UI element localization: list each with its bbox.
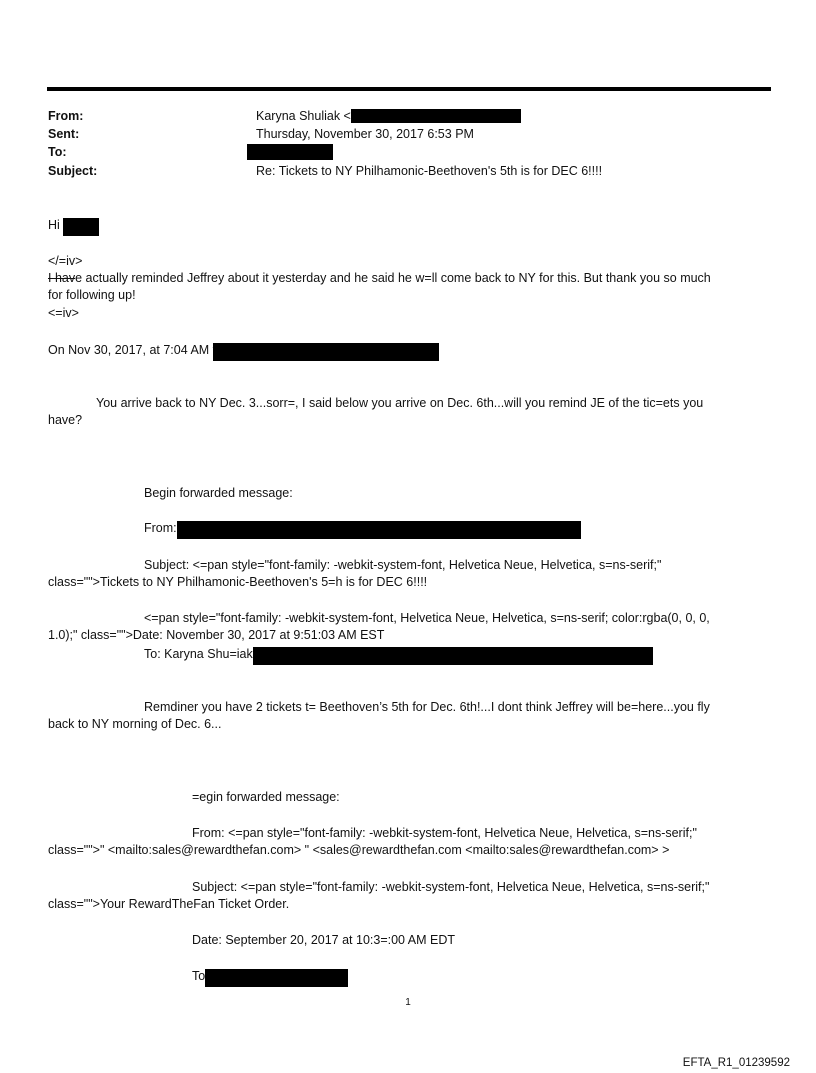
fwd1-to (144, 647, 253, 662)
to-label: To: (48, 145, 67, 159)
msg2-line2: back to NY morning of Dec. 6... (48, 717, 222, 731)
from-value (256, 109, 365, 124)
fwd2-from-l1: From: <=pan style="font-family: -webkit-system-font, Helvetica Neue, Helvetica, s=ns-serif;" (192, 826, 697, 840)
fwd1-to-label: To: Karyna Shu=iak (144, 647, 253, 661)
quote-date: On Nov 30, 2017, at 7:04 AM (48, 343, 210, 357)
subject-value: Re: Tickets to NY Philhamonic-Beethoven's 5th is for DEC 6!!!! (256, 164, 603, 178)
redaction-quote-sender (213, 343, 439, 361)
fwd2-date: Date: September 20, 2017 at 10:3=:00 AM EDT (192, 933, 456, 947)
fwd2-to-label: To (192, 969, 206, 983)
quote-intro (48, 343, 247, 358)
document-id: EFTA_R1_01239592 (682, 1057, 790, 1069)
msg2-line1: Remdiner you have 2 tickets t= Beethoven’s 5th for Dec. 6th!...I dont think Jeffrey will be=here...you fly (144, 700, 710, 714)
fwd2-subject-l1: Subject: <=pan style="font-family: -webkit-system-font, Helvetica Neue, Helvetica, s=ns-serif;" (192, 880, 710, 894)
page-number: 1 (405, 997, 411, 1008)
subject-label: Subject: (48, 164, 98, 178)
fwd1-from (144, 521, 187, 536)
fwd1-date-l2: 1.0);" class="">Date: November 30, 2017 at 9:51:03 AM EST (48, 628, 385, 642)
redaction-greeting-name (63, 218, 99, 236)
from-name: Karyna Shuliak < (256, 109, 351, 123)
redaction-fwd1-to (253, 647, 653, 665)
reply-strike: I hav (48, 271, 76, 285)
redaction-from-email (351, 109, 521, 123)
reply-line2: for following up! (48, 288, 136, 302)
fwd1-subject-l1: Subject: <=pan style="font-family: -webkit-system-font, Helvetica Neue, Helvetica, s=ns-serif;" (144, 558, 662, 572)
fwd1-date-l1: <=pan style="font-family: -webkit-system-font, Helvetica Neue, Helvetica, s=ns-serif; color:rgba(0, 0, 0, (144, 611, 710, 625)
fwd2-begin: =egin forwarded message: (192, 790, 340, 804)
greeting-text: Hi (48, 218, 60, 232)
redaction-fwd2-to (205, 969, 348, 987)
fwd2-to (192, 969, 205, 984)
header-rule (47, 87, 771, 91)
msg1-line2: have? (48, 413, 83, 427)
from-label: From: (48, 109, 84, 123)
tag-close-div: </=iv> (48, 254, 83, 268)
redaction-fwd1-from (177, 521, 581, 539)
tag-open-div: <=iv> (48, 306, 79, 320)
fwd1-begin: Begin forwarded message: (144, 486, 293, 500)
msg1-line1: You arrive back to NY Dec. 3...sorr=, I said below you arrive on Dec. 6th...will you remind JE of the tic=ets you (96, 396, 704, 410)
greeting (48, 218, 67, 233)
fwd2-subject-l2: class="">Your RewardTheFan Ticket Order. (48, 897, 290, 911)
reply-paragraph (48, 270, 778, 304)
fwd2-from-l2: class="">" <mailto:sales@rewardthefan.com> " <sales@rewardthefan.com <mailto:sales@rewardthefan.com> > (48, 843, 670, 857)
fwd1-from-label: From: (144, 521, 177, 535)
redaction-to (247, 144, 333, 160)
sent-value: Thursday, November 30, 2017 6:53 PM (256, 127, 474, 141)
reply-line1: e actually reminded Jeffrey about it yesterday and he said he w=ll come back to NY for this. But thank you so much (75, 271, 711, 285)
fwd1-subject-l2: class="">Tickets to NY Philhamonic-Beethoven's 5=h is for DEC 6!!!! (48, 575, 428, 589)
sent-label: Sent: (48, 127, 80, 141)
